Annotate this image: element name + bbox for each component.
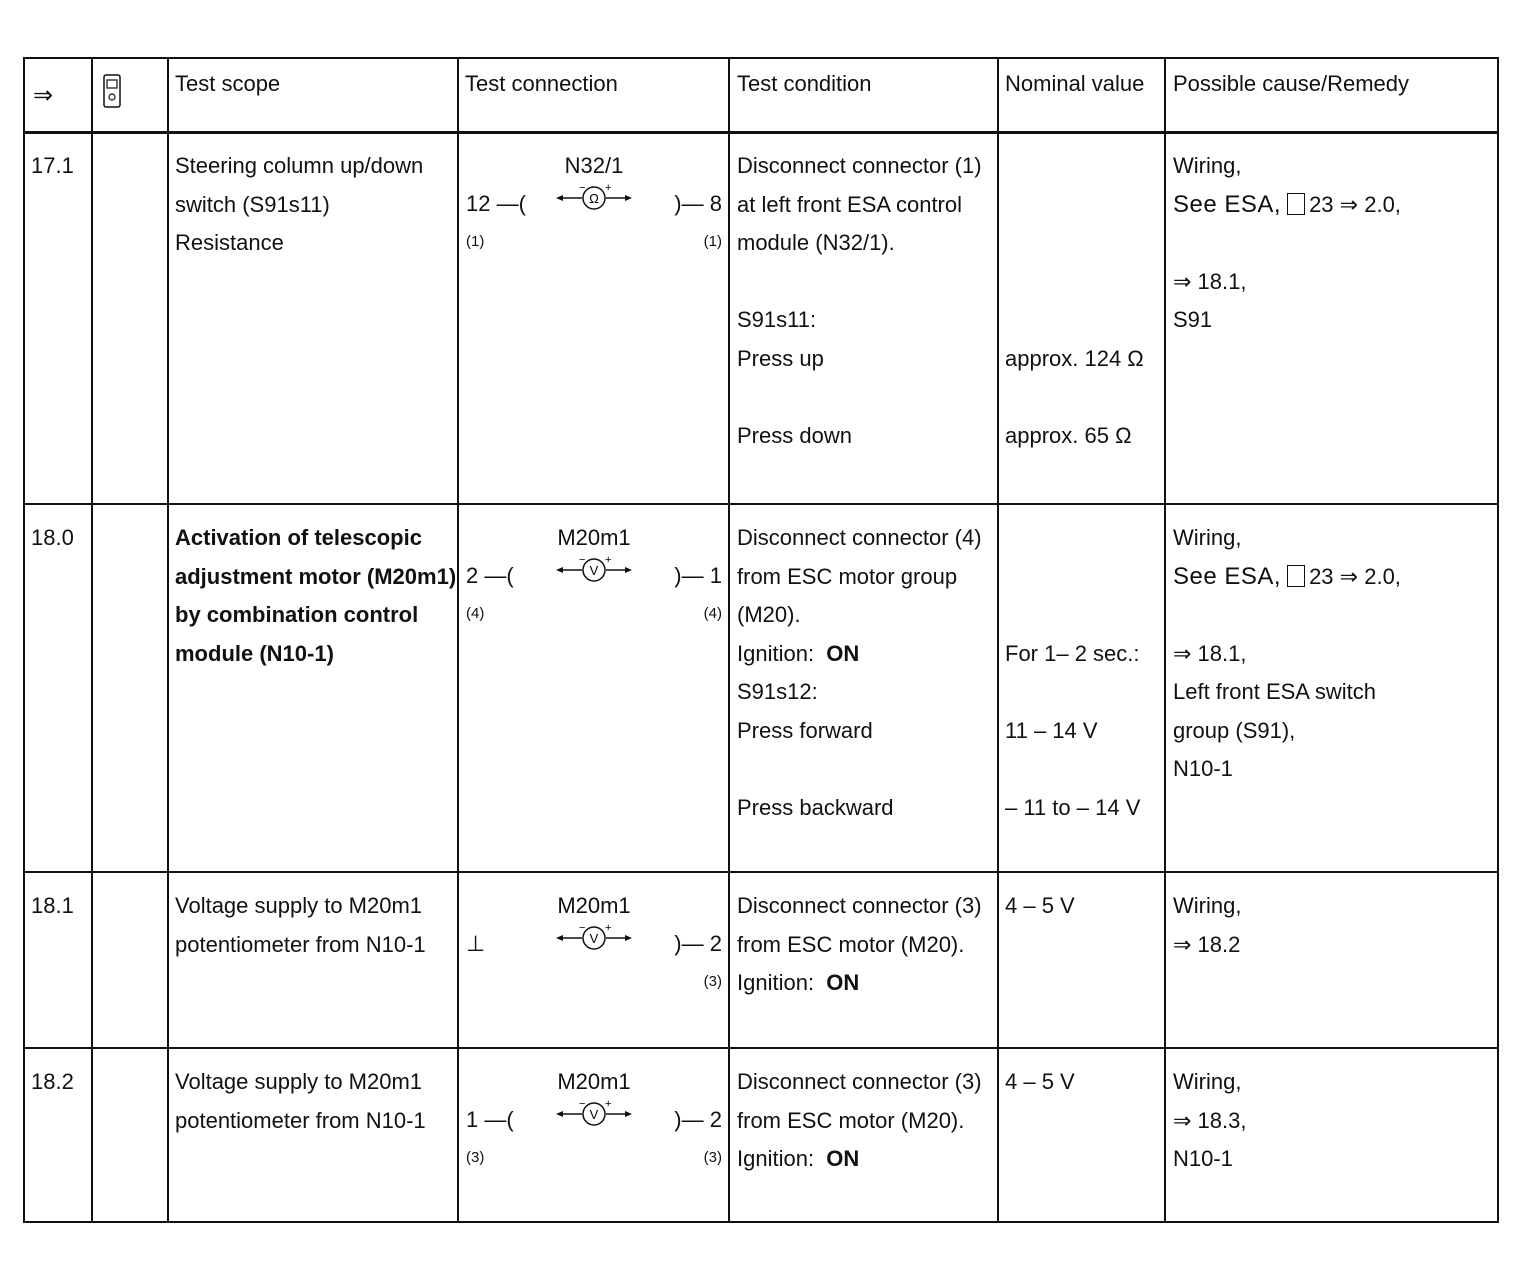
connector-right: (4) <box>703 605 722 622</box>
test-condition: Disconnect connector (3) from ESC motor (M20). Ignition: ON <box>737 893 982 995</box>
row-divider <box>25 871 1497 873</box>
see-esa-reference[interactable]: See ESA, <box>1173 562 1282 590</box>
svg-text:−: − <box>579 923 586 934</box>
nominal-value: approx. 124 Ω approx. 65 Ω <box>1005 345 1144 448</box>
manual-reference-icon <box>1287 565 1305 587</box>
pin-left: 1 —( <box>466 1107 514 1132</box>
test-scope: Activation of telescopic adjustment motor (M20m1) by combination control module (N10-1) <box>175 525 457 666</box>
row-divider <box>25 503 1497 505</box>
svg-text:−: − <box>579 555 586 566</box>
step-number: 18.2 <box>31 1069 74 1094</box>
test-connection <box>460 1063 728 1183</box>
pin-right: )— 2 <box>674 931 722 956</box>
svg-text:V: V <box>589 563 599 578</box>
tester-icon <box>101 73 123 119</box>
svg-text:V: V <box>589 931 599 946</box>
pin-right: )— 2 <box>674 1107 722 1132</box>
arrow-header: ⇒ <box>33 82 54 109</box>
svg-text:−: − <box>579 1099 586 1110</box>
test-scope: Steering column up/down switch (S91s11) Resistance <box>175 153 424 255</box>
row-divider <box>25 1047 1497 1049</box>
voltmeter-icon <box>554 923 634 953</box>
pin-right: )— 8 <box>674 191 722 216</box>
step-reference[interactable]: ⇒ 18.3, <box>1173 1107 1247 1133</box>
col-header-nominal: Nominal value <box>1005 71 1145 96</box>
svg-text:+: + <box>605 183 612 194</box>
svg-text:+: + <box>605 923 612 934</box>
test-condition: Disconnect connector (1) at left front ESA control module (N32/1). S91s11: Press up Press down <box>737 153 982 448</box>
step-number: 18.0 <box>31 525 74 550</box>
col-header-condition: Test condition <box>737 71 872 96</box>
component-label: M20m1 <box>557 1069 631 1094</box>
step-reference[interactable]: ⇒ 18.2 <box>1173 931 1241 957</box>
test-connection <box>460 147 728 267</box>
col-header-scope: Test scope <box>175 71 281 96</box>
svg-text:+: + <box>605 555 612 566</box>
pin-left: 2 —( <box>466 563 514 588</box>
component-label: M20m1 <box>557 525 631 550</box>
connector-left: (4) <box>466 605 485 622</box>
possible-cause: Wiring, ⇒ 18.2 <box>1173 887 1241 964</box>
svg-text:V: V <box>589 1107 599 1122</box>
test-connection <box>460 519 728 639</box>
test-scope: Voltage supply to M20m1 potentiometer from N10-1 <box>175 1069 426 1133</box>
col-header-cause: Possible cause/Remedy <box>1173 71 1410 96</box>
nominal-value: 4 – 5 V <box>1005 1069 1075 1094</box>
test-table <box>23 57 1499 1223</box>
test-scope: Voltage supply to M20m1 potentiometer from N10-1 <box>175 893 426 957</box>
voltmeter-icon <box>554 555 634 585</box>
step-number: 18.1 <box>31 893 74 918</box>
manual-reference-icon <box>1287 193 1305 215</box>
svg-text:−: − <box>579 183 586 194</box>
voltmeter-icon <box>554 1099 634 1129</box>
step-reference[interactable]: ⇒ 18.1, <box>1173 268 1247 294</box>
test-connection <box>460 887 728 1007</box>
header-divider <box>25 131 1497 134</box>
step-reference[interactable]: ⇒ 18.1, <box>1173 640 1247 666</box>
connector-left: (1) <box>466 233 485 250</box>
component-label: M20m1 <box>557 893 631 918</box>
test-condition: Disconnect connector (3) from ESC motor (M20). Ignition: ON <box>737 1069 982 1171</box>
svg-text:+: + <box>605 1099 612 1110</box>
connector-left: (3) <box>466 1149 485 1166</box>
test-condition: Disconnect connector (4) from ESC motor group (M20). Ignition: ON S91s12: Press forward Press backward <box>737 525 982 820</box>
component-label: N32/1 <box>564 153 624 178</box>
possible-cause: Wiring, See ESA, 23 ⇒ 2.0, ⇒ 18.1, Left front ESA switch group (S91), N10-1 <box>1173 525 1401 781</box>
nominal-value: For 1– 2 sec.: 11 – 14 V – 11 to – 14 V <box>1005 640 1141 820</box>
connector-right: (3) <box>703 973 722 990</box>
svg-text:Ω: Ω <box>589 191 599 206</box>
col-header-connection: Test connection <box>465 71 618 96</box>
ohmmeter-icon <box>554 183 634 213</box>
possible-cause: Wiring, ⇒ 18.3, N10-1 <box>1173 1069 1247 1171</box>
nominal-value: 4 – 5 V <box>1005 893 1075 918</box>
pin-left: 12 —( <box>466 191 526 216</box>
possible-cause: Wiring, See ESA, 23 ⇒ 2.0, ⇒ 18.1, S91 <box>1173 153 1401 332</box>
connector-right: (3) <box>703 1149 722 1166</box>
ground-symbol: ⊥ <box>466 931 486 956</box>
connector-right: (1) <box>703 233 722 250</box>
pin-right: )— 1 <box>674 563 722 588</box>
step-number: 17.1 <box>31 153 74 178</box>
see-esa-reference[interactable]: See ESA, <box>1173 190 1282 218</box>
